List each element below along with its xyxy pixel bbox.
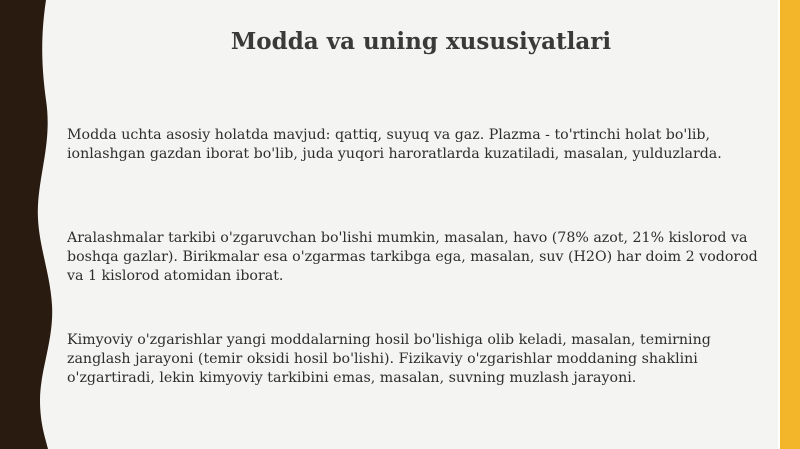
- left-wave-decoration: [0, 0, 64, 449]
- paragraph-chemical-physical-changes: Kimyoviy o'zgarishlar yangi moddalarning hosil bo'lishiga olib keladi, masalan, temirning zanglash jarayoni (temir oksidi hosil bo'lishi). Fizikaviy o'zgarishlar moddaning shaklini o'zgartiradi, lekin kimyoviy tarkibini emas, masalan, suvning muzlash jarayoni.: [67, 332, 711, 386]
- right-accent-bar: [780, 0, 800, 449]
- slide-title: Modda va uning xususiyatlari: [230, 28, 612, 55]
- paragraph-mixtures-compounds: Aralashmalar tarkibi o'zgaruvchan bo'lishi mumkin, masalan, havo (78% azot, 21% kislorod va boshqa gazlar). Birikmalar esa o'zgarmas tarkibga ega, masalan, suv (H2O) har doim 2 vodorod va 1 kislorod atomidan iborat.: [67, 230, 758, 284]
- paragraph-states-of-matter: Modda uchta asosiy holatda mavjud: qattiq, suyuq va gaz. Plazma - to'rtinchi holat bo'lib, ionlashgan gazdan iborat bo'lib, juda yuqori haroratlarda kuzatiladi, masalan, yulduzlarda.: [67, 127, 722, 162]
